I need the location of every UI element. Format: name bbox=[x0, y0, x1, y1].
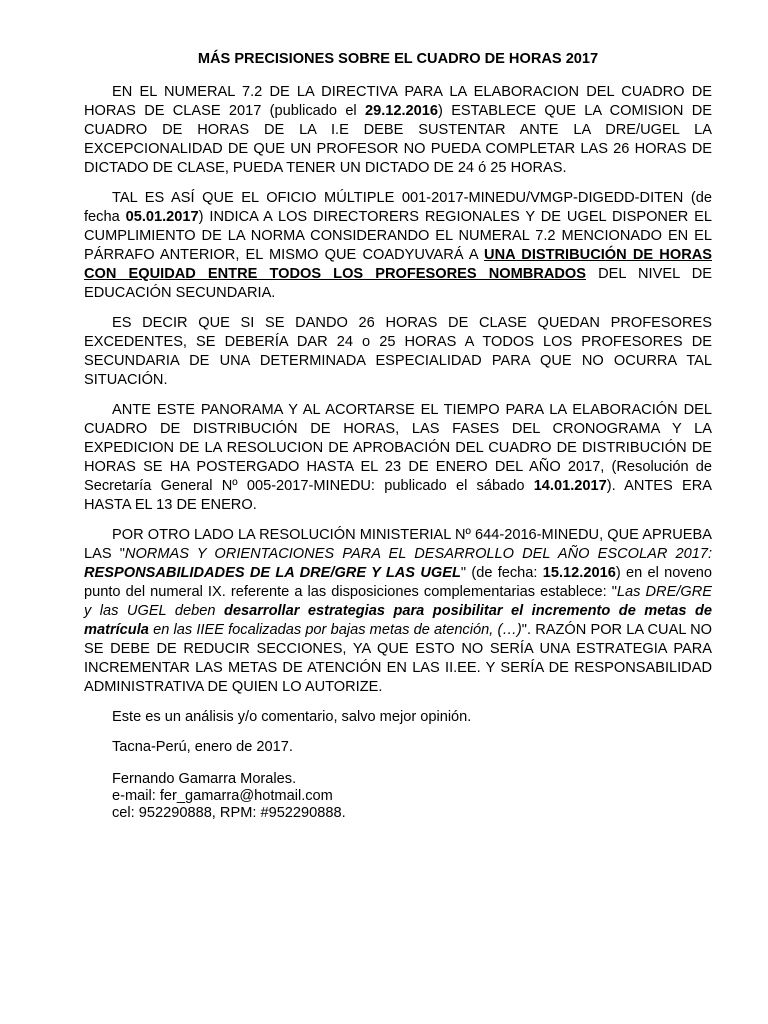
paragraph-5-text-f: ) en el noveno punto del numeral IX. referente a las disposiciones complementarias establece: " bbox=[84, 565, 712, 600]
signature-block bbox=[112, 771, 712, 822]
date-15-12-2016: 15.12.2016 bbox=[542, 565, 616, 581]
paragraph-5-text-d: " (de fecha: bbox=[460, 565, 543, 581]
date-05-01-2017: 05.01.2017 bbox=[125, 209, 199, 225]
paragraph-5-text-j: ". RAZÓN POR LA CUAL NO SE DEBE DE REDUCIR SECCIONES, YA QUE ESTO NO SERÍA UNA ESTRATEGIA PARA INCREMENTAR LAS METAS DE ATENCIÓN EN LAS II.EE. Y SERÍA DE RESPONSABILIDAD ADMINISTRATIVA DE QUIEN LO AUTORIZE. bbox=[84, 622, 712, 695]
norms-title: NORMAS Y ORIENTACIONES PARA EL DESARROLLO DEL AÑO ESCOLAR 2017: bbox=[124, 546, 713, 562]
paragraph-7: Tacna-Perú, enero de 2017. bbox=[112, 739, 293, 755]
paragraph-4 bbox=[84, 401, 712, 515]
date-29-12-2016: 29.12.2016 bbox=[364, 103, 439, 119]
paragraph-2-text-c: ) INDICA A LOS DIRECTORERS REGIONALES Y DE UGEL DISPONER EL CUMPLIMIENTO DE LA NORMA CONSIDERANDO EL NUMERAL 7.2 MENCIONADO EN EL PÁRRAFO ANTERIOR, EL MISMO QUE COADYUVARÁ A bbox=[84, 209, 712, 263]
paragraph-4-text-a: ANTE ESTE PANORAMA Y AL ACORTARSE EL TIEMPO PARA LA ELABORACIÓN DEL CUADRO DE DISTRIBUCIÓN DE HORAS, LAS FASES DEL CRONOGRAMA Y LA EXPEDICION DE LA RESOLUCION DE APROBACIÓN DEL CUADRO DE DISTRIBUCIÓN DE HORAS SE HA POSTERGADO HASTA EL 23 DE ENERO DEL AÑO 2017, (Resolución de Secretaría General Nº 005-2017-MINEDU: publicado el sábado bbox=[84, 402, 712, 494]
signature-phone: cel: 952290888, RPM: #952290888. bbox=[112, 805, 346, 821]
paragraph-1-text-a: EN EL NUMERAL 7.2 DE LA DIRECTIVA PARA LA ELABORACION DEL CUADRO DE HORAS DE CLASE 2017 (publicado el bbox=[84, 84, 712, 119]
paragraph-1 bbox=[84, 83, 712, 178]
paragraph-4-text-c: ). ANTES ERA HASTA EL 13 DE ENERO. bbox=[84, 478, 712, 513]
quote-emphasis: desarrollar estrategias para posibilitar el incremento de metas de matrícula bbox=[84, 603, 713, 638]
paragraph-3: ES DECIR QUE SI SE DANDO 26 HORAS DE CLASE QUEDAN PROFESORES EXCEDENTES, SE DEBERÍA DAR 24 o 25 HORAS A TODOS LOS PROFESORES DE SECUNDARIA DE UNA DETERMINADA ESPECIALIDAD PARA QUE NO OCURRA TAL SITUACIÓN. bbox=[84, 315, 712, 388]
emphasis-equity: UNA DISTRIBUCIÓN DE HORAS CON EQUIDAD ENTRE TODOS LOS PROFESORES NOMBRADOS bbox=[84, 247, 713, 282]
quote-part-2: en las IIEE focalizadas por bajas metas de atención, (…) bbox=[148, 622, 522, 638]
paragraph-2 bbox=[84, 189, 712, 303]
document-title: MÁS PRECISIONES SOBRE EL CUADRO DE HORAS 2017 bbox=[197, 51, 599, 67]
paragraph-1-text-c: ) ESTABLECE QUE LA COMISION DE CUADRO DE HORAS DE LA I.E DEBE SUSTENTAR ANTE LA DRE/UGEL LA EXCEPCIONALIDAD DE QUE UN PROFESOR NO PUEDA COMPLETAR LAS 26 HORAS DE DICTADO DE CLASE, PUEDA TENER UN DICTADO DE 24 ó 25 HORAS. bbox=[84, 103, 712, 176]
paragraph-5-text-a: POR OTRO LADO LA RESOLUCIÓN MINISTERIAL Nº 644-2016-MINEDU, QUE APRUEBA LAS " bbox=[84, 527, 712, 562]
paragraph-6: Este es un análisis y/o comentario, salvo mejor opinión. bbox=[112, 709, 472, 725]
signature-email: e-mail: fer_gamarra@hotmail.com bbox=[112, 788, 333, 804]
signature-name: Fernando Gamarra Morales. bbox=[112, 771, 297, 787]
date-14-01-2017: 14.01.2017 bbox=[533, 478, 607, 494]
paragraph-2-text-e: DEL NIVEL DE EDUCACIÓN SECUNDARIA. bbox=[84, 266, 712, 301]
norms-subtitle: RESPONSABILIDADES DE LA DRE/GRE Y LAS UGEL bbox=[84, 565, 461, 581]
paragraph-5 bbox=[84, 526, 712, 697]
paragraph-2-text-a: TAL ES ASÍ QUE EL OFICIO MÚLTIPLE 001-2017-MINEDU/VMGP-DIGEDD-DITEN (de fecha bbox=[84, 190, 712, 225]
quote-part-1: Las DRE/GRE y las UGEL deben bbox=[84, 584, 712, 619]
